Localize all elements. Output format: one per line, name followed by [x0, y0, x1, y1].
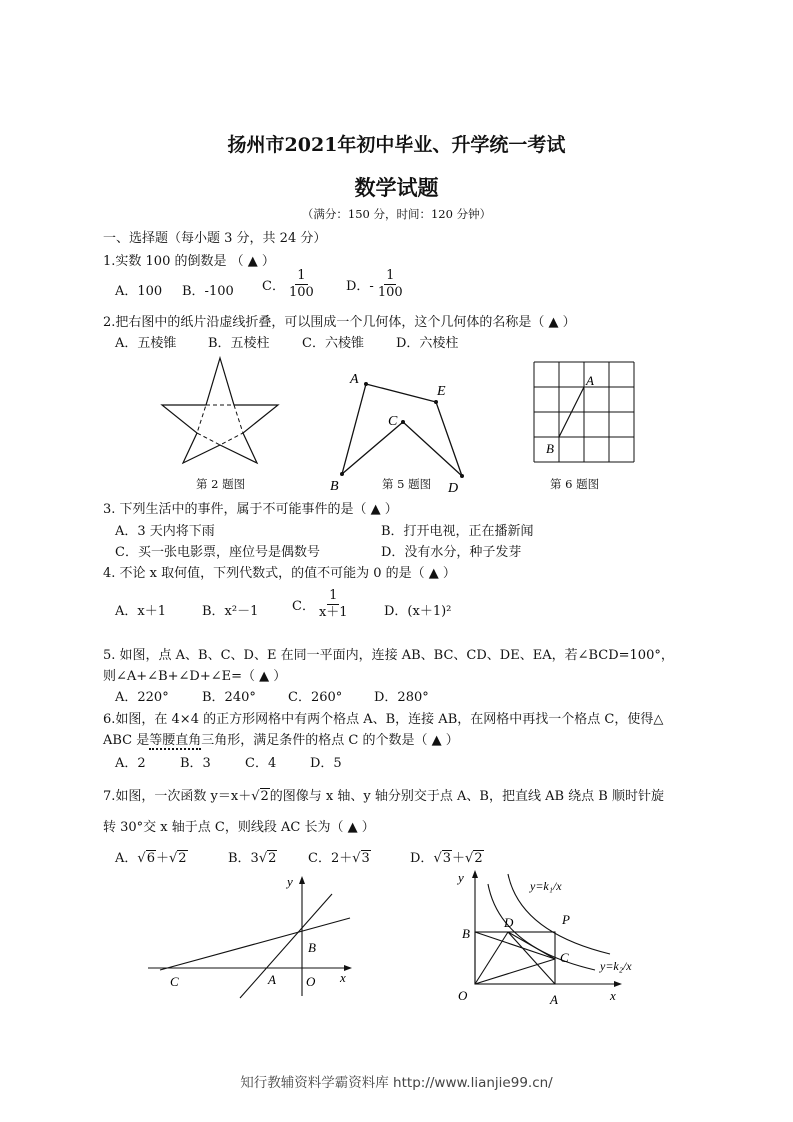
line-bc	[160, 918, 350, 970]
q7-line2: 转 30°交 x 轴于点 C，则线段 AC 长为（ ▲ ）	[103, 820, 375, 835]
figure-q7-graph	[140, 870, 360, 1000]
q4-option-c-fraction	[317, 588, 350, 621]
q7-option-a: A．√6＋√2	[115, 851, 187, 866]
q7-option-d: D．√3＋√2	[410, 851, 483, 866]
label-d: D	[448, 481, 459, 496]
q7-a-prefix: A．	[115, 851, 138, 866]
label-a: A	[550, 992, 558, 1007]
q7-c-prefix: C．2＋	[308, 851, 353, 866]
star-fold-lines	[197, 405, 243, 445]
q6-option-c: C．4	[245, 756, 277, 771]
q4-option-c-label: C．	[292, 599, 315, 614]
q5-option-b: B．240°	[202, 690, 256, 705]
q5-option-a: A．220°	[115, 690, 169, 705]
q7-a-mid: ＋	[155, 851, 169, 866]
q1-option-b: B．-100	[182, 284, 234, 299]
axis-label-x: x	[610, 988, 616, 1003]
q6-option-d: D．5	[310, 756, 342, 771]
q1-option-c-fraction	[287, 268, 316, 301]
y-axis-arrow	[299, 876, 305, 884]
point-a	[364, 382, 368, 386]
q6-line2-post: 三角形，满足条件的格点 C 的个数是（ ▲ ）	[201, 733, 459, 748]
q3-option-d: D．没有水分，种子发芽	[381, 545, 522, 560]
q2-option-c: C．六棱锥	[302, 336, 364, 351]
q3-option-a: A．3 天内将下雨	[115, 524, 215, 539]
q1-option-c	[262, 268, 318, 301]
label-o: O	[458, 988, 468, 1003]
q6-line2-emphasis: 等腰直角	[149, 733, 202, 748]
grid-label-a: A	[586, 373, 594, 388]
axis-label-x: x	[340, 970, 346, 985]
q7-line1-radicand: 2	[260, 789, 269, 804]
axis-label-y: y	[458, 870, 464, 885]
q1-stem: 1.实数 100 的倒数是 （ ▲ ）	[103, 254, 275, 269]
point-d	[460, 474, 464, 478]
q3-option-c: C．买一张电影票，座位号是偶数号	[115, 545, 320, 560]
q7-option-c: C．2＋√3	[308, 851, 370, 866]
line-ab	[240, 894, 332, 998]
q1-option-d-fraction	[376, 268, 405, 301]
q7-d-prefix: D．	[410, 851, 434, 866]
q5-option-d: D．280°	[374, 690, 429, 705]
q6-line1: 6.如图，在 4×4 的正方形网格中有两个格点 A、B，连接 AB，在网格中再找一个格点 C，使得△	[103, 712, 664, 727]
q2-option-d: D．六棱柱	[396, 336, 459, 351]
q4-c-den: x＋1	[318, 605, 348, 620]
figure-5-caption: 第 5 题图	[382, 477, 432, 491]
label-d: D	[504, 915, 514, 930]
label-b: B	[330, 479, 339, 494]
q1-option-d	[346, 268, 407, 301]
section-heading: 一、选择题（每小题 3 分，共 24 分）	[103, 231, 327, 246]
q7-a-r1: 6	[146, 851, 155, 866]
q5-line1: 5. 如图，点 A、B、C、D、E 在同一平面内，连接 AB、BC、CD、DE、EA，若∠BCD=100°，	[103, 648, 674, 663]
q6-line2	[103, 729, 459, 748]
label-c: C	[388, 414, 398, 429]
exam-note: （满分：150 分，时间：120 分钟）	[301, 207, 492, 221]
q3-stem: 3. 下列生活中的事件，属于不可能事件的是（ ▲ ）	[103, 502, 398, 517]
q7-line1: 7.如图，一次函数 y＝x＋√2的图像与 x 轴、y 轴分别交于点 A、B，把直线 AB 绕点 B 顺时针旋	[103, 789, 664, 804]
q1-d-num: 1	[386, 268, 395, 283]
q2-stem: 2.把右图中的纸片沿虚线折叠，可以围成一个几何体，这个几何体的名称是（ ▲ ）	[103, 315, 576, 330]
q7-a-r2: 2	[178, 851, 187, 866]
segment-od	[475, 932, 508, 984]
label-b: B	[308, 940, 316, 955]
q1-option-c-label: C．	[262, 279, 285, 294]
q5-line2: 则∠A+∠B+∠D+∠E=（ ▲ ）	[103, 669, 287, 684]
axis-label-y: y	[287, 874, 293, 889]
q3-option-b: B．打开电视，正在播新闻	[381, 524, 534, 539]
q7-option-b: B．3√2	[228, 851, 277, 866]
label-c: C	[170, 974, 179, 989]
star-outline	[162, 358, 278, 463]
q6-option-a: A．2	[115, 756, 146, 771]
subject-title: 数学试题	[354, 175, 439, 200]
q4-option-b: B．x²－1	[202, 604, 259, 619]
figure-6-caption: 第 6 题图	[550, 477, 600, 491]
q5-option-c: C．260°	[288, 690, 343, 705]
curve-label-k2: y=k₂/x	[600, 959, 632, 973]
q2-option-a: A．五棱锥	[115, 336, 177, 351]
label-b: B	[462, 926, 470, 941]
label-o: O	[306, 974, 316, 989]
q4-option-c	[292, 588, 352, 621]
label-c: C	[560, 950, 569, 965]
q7-line1-post: 的图像与 x 轴、y 轴分别交于点 A、B，把直线 AB 绕点 B 顺时针旋	[269, 789, 664, 804]
figure-2-star	[160, 355, 280, 467]
q6-line2-pre: ABC 是	[103, 733, 150, 748]
q7-line1-pre: 7.如图，一次函数 y＝x＋	[103, 789, 252, 804]
grid-label-b: B	[546, 441, 554, 456]
exam-title: 扬州市2021年初中毕业、升学统一考试	[227, 134, 566, 156]
q1-c-num: 1	[297, 268, 306, 283]
q4-option-d: D．(x＋1)²	[384, 604, 452, 619]
figure-2-caption: 第 2 题图	[196, 477, 246, 491]
q4-option-a: A．x＋1	[115, 604, 166, 619]
label-a: A	[268, 972, 276, 987]
curve-label-k1: y=k₁/x	[530, 879, 562, 893]
x-axis-arrow	[614, 981, 622, 987]
point-e	[434, 400, 438, 404]
q4-stem: 4. 不论 x 取何值，下列代数式，的值不可能为 0 的是（ ▲ ）	[103, 566, 456, 581]
q7-d-mid: ＋	[452, 851, 466, 866]
q7-c-r: 3	[361, 851, 370, 866]
q1-c-den: 100	[288, 285, 314, 300]
figure-6-grid	[530, 358, 640, 468]
y-axis-arrow	[472, 870, 478, 878]
q6-option-b: B．3	[180, 756, 211, 771]
q2-option-b: B．五棱柱	[208, 336, 270, 351]
q4-c-num: 1	[329, 588, 338, 603]
footer-text: 知行教辅资料学霸资料库 http://www.lianjie99.cn/	[240, 1075, 553, 1091]
point-c	[401, 420, 405, 424]
q7-b-r: 2	[268, 851, 277, 866]
figure-q8-graph	[450, 862, 660, 1010]
label-a: A	[350, 372, 359, 387]
q7-d-r2: 2	[474, 851, 483, 866]
label-e: E	[437, 384, 446, 399]
label-p: P	[562, 912, 570, 927]
q1-d-den: 100	[377, 285, 403, 300]
point-b	[340, 472, 344, 476]
q7-b-prefix: B．3	[228, 851, 259, 866]
q1-option-d-label: D．-	[346, 279, 374, 294]
q1-option-a: A．100	[115, 284, 163, 299]
segment-da	[508, 932, 555, 984]
q7-d-r1: 3	[442, 851, 452, 866]
